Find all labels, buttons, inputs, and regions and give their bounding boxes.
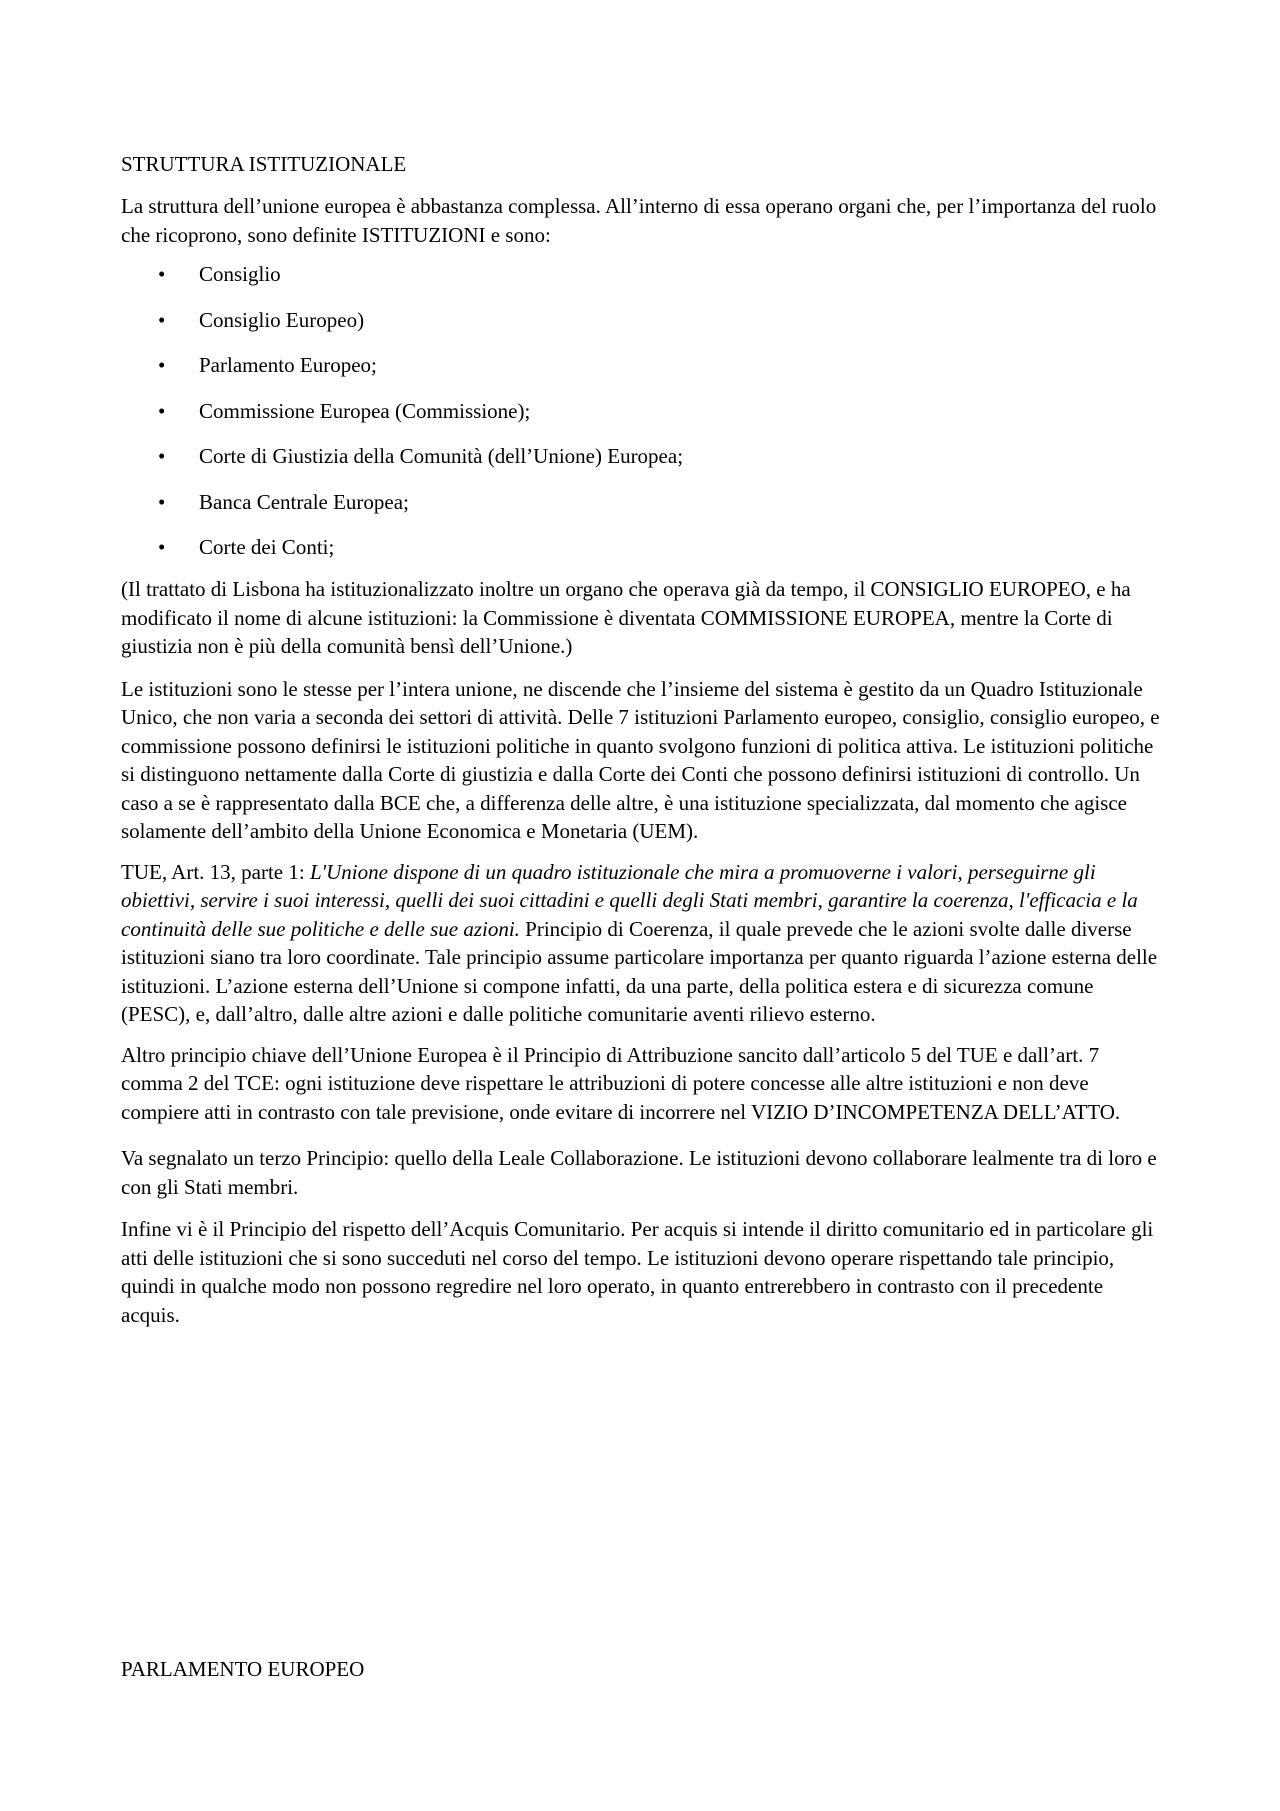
intro-paragraph: La struttura dell’unione europea è abbastanza complessa. All’interno di essa operano organi che, per l’importanza del ruolo che ricoprono, sono definite ISTITUZIONI e sono: xyxy=(121,194,1157,247)
tue-reference: TUE, Art. 13, parte 1: xyxy=(121,859,310,884)
bullet-icon: • xyxy=(158,262,166,286)
bullet-icon: • xyxy=(158,353,166,377)
tue-quote: L'Unione dispone di un quadro istituzionale che mira a promuoverne i valori, perseguirne gli obiettivi, servire i suoi interessi, quelli dei suoi cittadini e quelli degli Stati membri, garantire la coerenza, l'efficacia e la continuità delle sue politiche e delle sue azioni. xyxy=(121,859,1138,941)
list-item-label: Banca Centrale Europea; xyxy=(199,489,409,514)
list-item-parlamento-europeo xyxy=(121,351,1166,379)
attribution-principle-paragraph: Altro principio chiave dell’Unione Europea è il Principio di Attribuzione sancito dall’articolo 5 del TUE e dall’art. 7 comma 2 del TCE: ogni istituzione deve rispettare le attribuzioni di potere concesse alle altre istituzioni e non deve compiere atti in contrasto con tale previsione, onde evitare di incorrere nel VIZIO D’INCOMPETENZA DELL’ATTO. xyxy=(121,1042,1121,1124)
list-item-commissione-europea xyxy=(121,397,1166,425)
acquis-principle-paragraph: Infine vi è il Principio del rispetto dell’Acquis Comunitario. Per acquis si intende il diritto comunitario ed in particolare gli atti delle istituzioni che si sono succeduti nel corso del tempo. Le istituzioni devono operare rispettando tale principio, quindi in qualche modo non possono regredire nel loro operato, in quanto entrerebbero in contrasto con il precedente acquis. xyxy=(121,1217,1154,1327)
bullet-icon: • xyxy=(158,307,166,332)
bullet-icon: • xyxy=(158,398,166,423)
institutions-list xyxy=(121,260,1166,561)
list-item-corte-di-giustizia xyxy=(121,442,1166,470)
list-item-label: Parlamento Europeo; xyxy=(199,353,377,377)
list-item-label: Corte di Giustizia della Comunità (dell’Unione) Europea; xyxy=(199,444,684,468)
lisbon-treaty-paragraph: (Il trattato di Lisbona ha istituzionalizzato inoltre un organo che operava già da tempo, il CONSIGLIO EUROPEO, e ha modificato il nome di alcune istituzioni: la Commissione è diventata COMMISSIONE EUROPEA, mentre la Corte di giustizia non è più della comunità bensì dell’Unione.) xyxy=(121,577,1131,658)
list-item-consiglio xyxy=(121,260,1166,288)
section-title: STRUTTURA ISTITUZIONALE xyxy=(121,152,407,176)
coherence-principle-text: Principio di Coerenza, il quale prevede che le azioni svolte dalle diverse istituzioni siano tra loro coordinate. Tale principio assume particolare importanza per quanto riguarda l’azione esterna delle istituzioni. L’azione esterna dell’Unione si compone infatti, da una parte, della politica estera e di sicurezza comune (PESC), e, dall’altro, dalle altre azioni e dalle politiche comunitarie aventi rilievo esterno. xyxy=(121,916,1158,1026)
next-section-title: PARLAMENTO EUROPEO xyxy=(121,1657,365,1681)
cooperation-principle-paragraph: Va segnalato un terzo Principio: quello della Leale Collaborazione. Le istituzioni devono collaborare lealmente tra di loro e con gli Stati membri. xyxy=(121,1146,1157,1199)
list-item-banca-centrale-europea xyxy=(121,488,1166,516)
document-body xyxy=(121,150,1166,1329)
bullet-icon: • xyxy=(158,444,166,468)
bullet-icon: • xyxy=(158,489,166,514)
institutional-framework-paragraph: Le istituzioni sono le stesse per l’intera unione, ne discende che l’insieme del sistema è gestito da un Quadro Istituzionale Unico, che non varia a seconda dei settori di attività. Delle 7 istituzioni Parlamento europeo, consiglio, consiglio europeo, e commissione possono definirsi le istituzioni politiche in quanto svolgono funzioni di politica attiva. Le istituzioni politiche si distinguono nettamente dalla Corte di giustizia e dalla Corte dei Conti che possono definirsi istituzioni di controllo. Un caso a se è rappresentato dalla BCE che, a differenza delle altre, è una istituzione specializzata, dal momento che agisce solamente dell’ambito della Unione Economica e Monetaria (UEM). xyxy=(121,676,1160,843)
list-item-label: Commissione Europea (Commissione); xyxy=(199,398,531,423)
list-item-label: Consiglio xyxy=(199,262,281,286)
list-item-corte-dei-conti xyxy=(121,533,1166,561)
bullet-icon: • xyxy=(158,535,166,559)
list-item-label: Consiglio Europeo) xyxy=(199,307,365,332)
list-item-label: Corte dei Conti; xyxy=(199,535,335,559)
coherence-principle-paragraph xyxy=(121,858,1166,1029)
list-item-consiglio-europeo xyxy=(121,306,1166,334)
